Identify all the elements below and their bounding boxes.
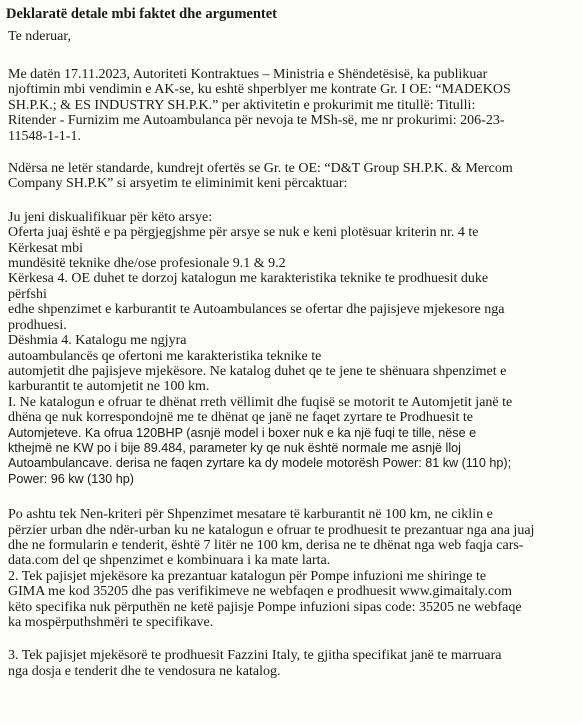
paragraph-line: Dëshmia 4. Katalogu me ngjyra xyxy=(8,333,187,349)
document-title: Deklaratë detale mbi faktet dhe argumentet xyxy=(6,6,278,22)
paragraph-line: Ritender - Furnizim me Autoambulanca për nevoja te MSh-së, me nr prokurimi: 206-23- xyxy=(8,113,505,129)
paragraph-line: Ndërsa ne letër standarde, kundrejt ofertës se Gr. te OE: “D&T Group SH.P.K. & Mercom xyxy=(8,161,513,177)
paragraph-announcement xyxy=(8,67,574,144)
paragraph-line: automjetit dhe pajisjeve mjekësore. Ne katalog duhet qe te jene te shënuara shpenzimet e xyxy=(8,363,507,379)
paragraph-line: njoftimin mbi vendimin e AK-se, ku eshtë shperblyer me kontrate Gr. I OE: “MADEKOS xyxy=(8,82,511,98)
paragraph-line: data.com del qe shpenzimet e kombinuara i ka mate larta. xyxy=(8,553,331,569)
paragraph-line: Automjeteve. Ka ofrua 120BHP (asnjë model i boxer nuk e ka një fuqi te tille, nëse e xyxy=(8,425,477,440)
paragraph-standard-letter xyxy=(8,161,574,192)
paragraph-line: autoambulancës qe ofertoni me karakteristika teknike te xyxy=(8,348,322,364)
paragraph-line: Autoambulancave. derisa ne faqen zyrtare ka dy modele motorësh Power: 81 kw (110 hp); xyxy=(8,456,512,471)
paragraph-line: 3. Tek pajisjet mjekësorë te prodhuesit Fazzini Italy, te gjitha specifikat janë te marruara xyxy=(8,648,502,664)
paragraph-line: Oferta juaj është e pa përgjegjshme për arsye se nuk e keni plotësuar kriterin nr. 4 te xyxy=(8,225,479,241)
paragraph-line: Po ashtu tek Nen-kriteri për Shpenzimet mesatare të karburantit në 100 km, ne ciklin e xyxy=(8,507,493,523)
paragraph-line: Power: 96 kw (130 hp) xyxy=(8,471,134,486)
paragraph-line: kthejmë ne KW po i bije 89.484, parameter ky qe nuk është normale me asnjë lloj xyxy=(8,440,461,455)
paragraph-line: ka mospërputhshmëri te specifikave. xyxy=(8,615,214,630)
paragraph-line: 11548-1-1-1. xyxy=(8,128,81,144)
paragraph-line: mundësitë teknike dhe/ose profesionale 9.1 & 9.2 xyxy=(8,256,286,272)
paragraph-disqualification-reasons xyxy=(8,210,574,487)
paragraph-line: SH.P.K.; & ES INDUSTRY SH.P.K.” per aktivitetin e prokurimit me titullë: Titulli: xyxy=(8,97,476,113)
greeting: Te nderuar, xyxy=(8,29,71,44)
paragraph-line: përzier urban dhe ndër-urban ku ne katalogun e ofruar te prodhuesit te prezantuar nga ana juaj xyxy=(8,522,535,538)
paragraph-line: përfshi xyxy=(8,286,47,302)
paragraph-line: dhe ne formularin e tenderit, është 7 litër ne 100 km, derisa ne te dhënat nga web faqja cars- xyxy=(8,537,524,553)
paragraph-line: nga dosja e tenderit dhe te vendosura ne katalog. xyxy=(8,663,281,679)
paragraph-line: Kërkesa 4. OE duhet te dorzoj katalogun me karakteristika teknike te prodhuesit duke xyxy=(8,271,489,287)
paragraph-line: dhëna qe nuk korrespondojnë me te dhënat qe janë ne faqet zyrtare te Prodhuesit te xyxy=(8,410,473,426)
paragraph-fazzini xyxy=(8,648,574,679)
paragraph-line: I. Ne katalogun e ofruar te dhënat rreth vëllimit dhe fuqisë se motorit te Automjetit janë te xyxy=(8,394,513,410)
paragraph-line: GIMA me kod 35205 dhe pas verifikimeve ne webfaqen e prodhuesit www.gimaitaly.com xyxy=(8,584,512,600)
paragraph-line: këto specifika nuk përputhën ne ketë pajisje Pompe infuzioni sipas code: 35205 ne webfaqe xyxy=(8,599,522,615)
paragraph-line: 2. Tek pajisjet mjekësore ka prezantuar katalogun për Pompe infuzioni me shiringe te xyxy=(8,568,487,584)
paragraph-line: karburantit te automjetit ne 100 km. xyxy=(8,379,210,395)
paragraph-line: Ju jeni diskualifikuar për këto arsye: xyxy=(8,209,213,225)
paragraph-fuel-consumption xyxy=(8,507,574,630)
paragraph-line: Kërkesat mbi xyxy=(8,240,84,256)
paragraph-line: Me datën 17.11.2023, Autoriteti Kontraktues – Ministria e Shëndetësisë, ka publikuar xyxy=(8,67,488,82)
paragraph-line: prodhuesi. xyxy=(8,317,67,333)
paragraph-line: Company SH.P.K” si arsyetim te eliminimit keni përcaktuar: xyxy=(8,176,348,192)
paragraph-line: edhe shpenzimet e karburantit te Autoambulances se ofertar dhe pajisjeve mjekesore nga xyxy=(8,302,505,318)
